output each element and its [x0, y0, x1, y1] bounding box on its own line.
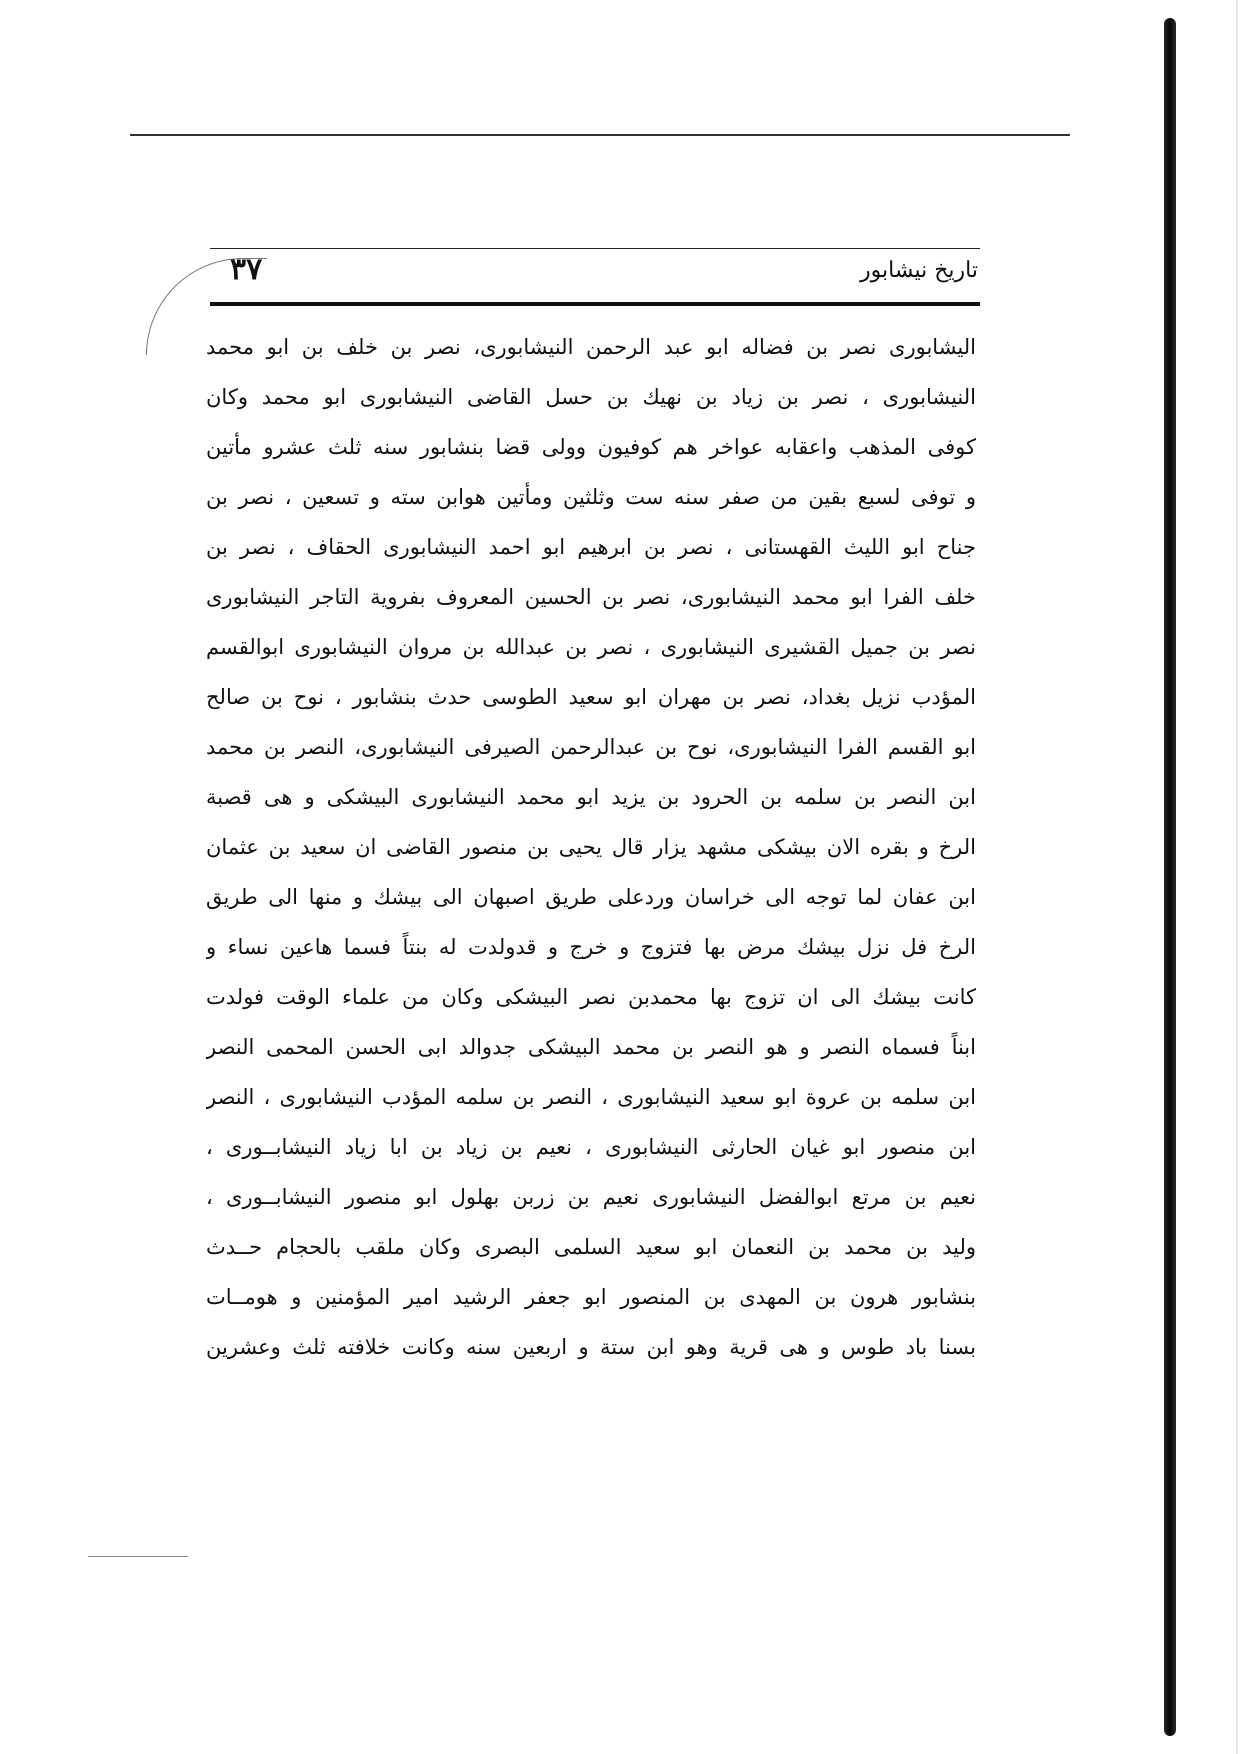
header-rule-bottom	[210, 302, 980, 306]
text-line: اليشابورى نصر بن فضاله ابو عبد الرحمن النيشابورى، نصر بن خلف بن ابو محمد	[206, 335, 976, 359]
text-line: ابو القسم الفرا النيشابورى، نوح بن عبدالرحمن الصيرفى النيشابورى، النصر بن محمد	[206, 735, 976, 759]
text-line: ابناً فسماه النصر و هو النصر بن محمد البيشكى جدوالد ابى الحسن المحمى النصر	[206, 1035, 976, 1059]
header-rule-top	[210, 248, 980, 249]
text-line: المؤدب نزيل بغداد، نصر بن مهران ابو سعيد الطوسى حدث بنشابور ، نوح بن صالح	[206, 685, 976, 709]
text-line: ابن منصور ابو غيان الحارثى النيشابورى ، نعيم بن زياد بن ابا زياد النيشابــورى ،	[206, 1135, 976, 1159]
text-line: ابن النصر بن سلمه بن الحرود بن يزيد ابو محمد النيشابورى البيشكى و هى قصبة	[206, 785, 976, 809]
text-line: بنشابور هرون بن المهدى بن المنصور ابو جعفر الرشيد امير المؤمنين و هومــات	[206, 1285, 976, 1309]
text-line: خلف الفرا ابو محمد النيشابورى، نصر بن الحسين المعروف بفروية التاجر النيشابورى	[206, 585, 976, 609]
text-line: كانت بيشك الى ان تزوج بها محمدبن نصر البيشكى وكان من علماء الوقت فولدت	[206, 985, 976, 1009]
text-line: الرخ و بقره الان بيشكى مشهد يزار قال يحيى بن منصور القاضى ان سعيد بن عثمان	[206, 835, 976, 859]
text-line: جناح ابو الليث القهستانى ، نصر بن ابرهيم ابو احمد النيشابورى الحقاف ، نصر بن	[206, 535, 976, 559]
text-line: كوفى المذهب واعقابه عواخر هم كوفيون وولى قضا بنشابور سنه ثلث عشرو مأتين	[206, 435, 976, 459]
text-line: وليد بن محمد بن النعمان ابو سعيد السلمى البصرى وكان ملقب بالحجام حــدث	[206, 1235, 976, 1259]
text-line: و توفى لسبع بقين من صفر سنه ست وثلثين ومأتين هوابن سته و تسعين ، نصر بن	[206, 485, 976, 509]
scan-right-edge	[1236, 0, 1238, 1754]
scan-bottom-mark	[88, 1556, 188, 1557]
text-line: نصر بن جميل القشيرى النيشابورى ، نصر بن عبدالله بن مروان النيشابورى ابوالقسم	[206, 635, 976, 659]
page-number: ۳۷	[230, 252, 263, 287]
running-title: تاريخ نيشابور	[860, 258, 978, 283]
text-line: ابن سلمه بن عروة ابو سعيد النيشابورى ، النصر بن سلمه المؤدب النيشابورى ، النصر	[206, 1085, 976, 1109]
body-text	[206, 322, 976, 1372]
text-line: ابن عفان لما توجه الى خراسان وردعلى طريق اصبهان الى بيشك و منها الى طريق	[206, 885, 976, 909]
page-header	[210, 240, 980, 300]
text-line: نعيم بن مرتع ابوالفضل النيشابورى نعيم بن زربن بهلول ابو منصور النيشابــورى ،	[206, 1185, 976, 1209]
text-line: بسنا باد طوس و هى قرية وهو ابن ستة و اربعين سنه وكانت خلافته ثلث وعشرين	[206, 1335, 976, 1359]
text-line: الرخ فل نزل بيشك مرض بها فتزوج و خرج و قدولدت له بنتاً فسما هاعين نساء و	[206, 935, 976, 959]
text-line: النيشابورى ، نصر بن زياد بن نهيك بن حسل القاضى النيشابورى ابو محمد وكان	[206, 385, 976, 409]
scan-binding-edge	[1164, 18, 1176, 1736]
scan-top-rule	[130, 134, 1070, 136]
